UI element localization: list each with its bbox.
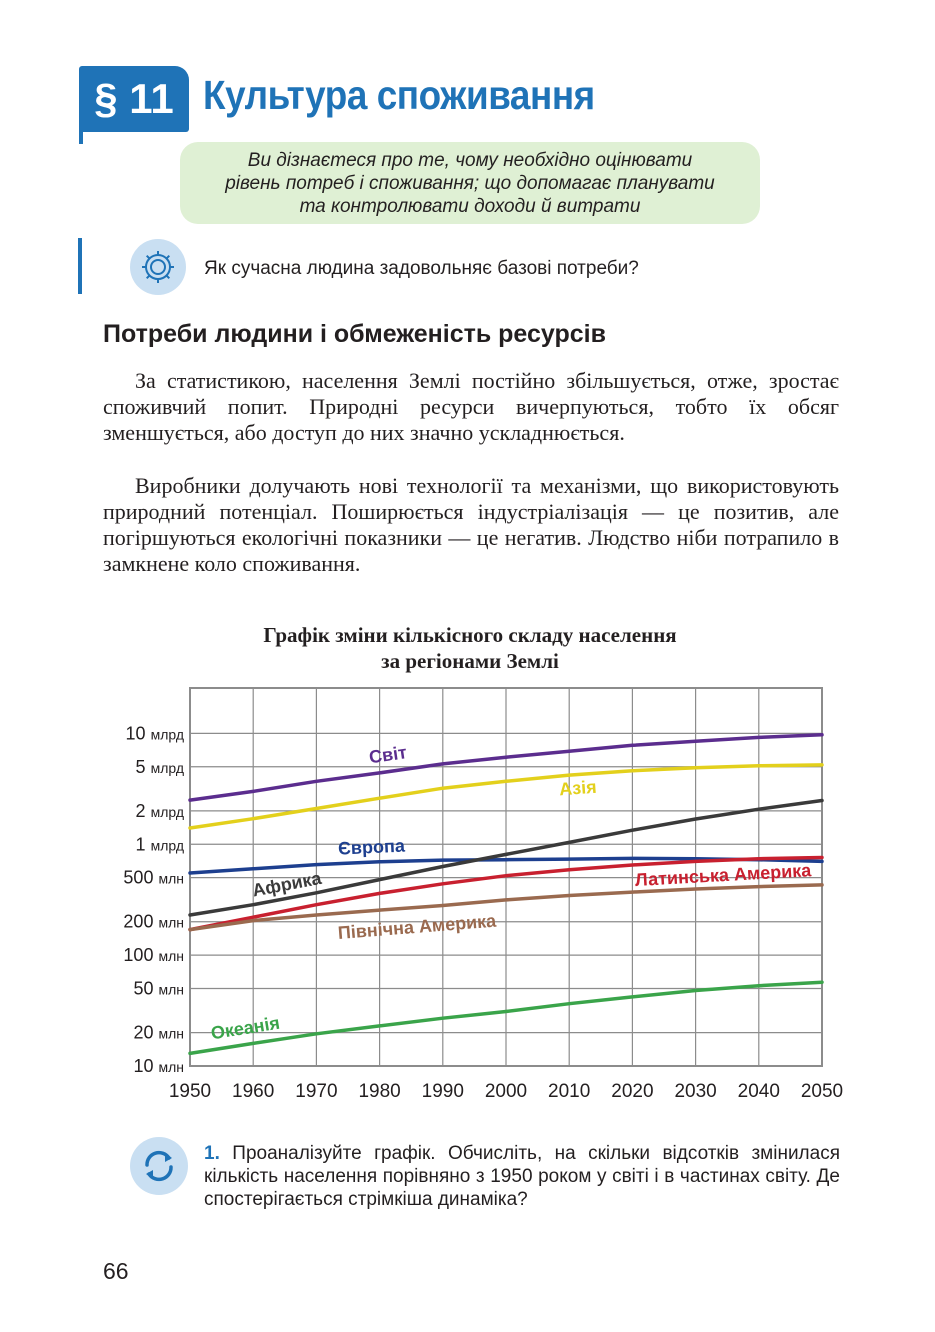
warm-up-question: Як сучасна людина задовольняє базові потреби?	[204, 258, 639, 279]
y-tick-unit: млн	[158, 1025, 184, 1042]
section-title: Культура споживання	[203, 72, 595, 118]
y-tick-number: 2	[135, 800, 151, 821]
y-tick-number: 200	[123, 911, 159, 932]
y-tick-number: 20	[133, 1022, 159, 1043]
goals-line: рівень потреб і споживання; що допомагає планувати	[225, 172, 715, 194]
y-tick-label	[136, 834, 184, 854]
series-label: Європа	[337, 835, 406, 859]
series-label: Світ	[367, 742, 409, 768]
cycle-arrows-icon	[130, 1137, 188, 1195]
y-tick-number: 5	[135, 756, 151, 777]
y-tick-number: 1	[135, 834, 151, 855]
y-tick-label	[133, 979, 184, 999]
task-number: 1.	[204, 1143, 220, 1164]
y-tick-number: 500	[123, 867, 159, 888]
goals-line: та контролювати доходи й витрати	[299, 195, 641, 217]
y-tick-unit: млн	[158, 948, 184, 965]
chart-title-line: за регіонами Землі	[381, 649, 559, 673]
y-tick-label	[123, 945, 184, 965]
goals-line: Ви дізнаєтеся про те, чому необхідно оцінювати	[247, 149, 693, 171]
y-tick-label	[133, 1056, 184, 1076]
y-tick-unit: млрд	[150, 759, 184, 776]
y-tick-unit: млрд	[150, 803, 184, 820]
y-tick-unit: млн	[158, 914, 184, 931]
x-tick-label: 1980	[358, 1081, 401, 1102]
task-body: Проаналізуйте графік. Обчисліть, на скільки відсотків змінилася кількість населення порівняно з 1950 роком у світі і в частинах світу. Де спостерігається стрімкіша динаміка?	[204, 1143, 841, 1210]
page-number: 66	[103, 1258, 129, 1284]
y-tick-unit: млн	[158, 870, 184, 887]
body-paragraph: Виробники долучають нові технології та механізми, що використовують природний потенціал. Поширюється індустріалізація — це позитив, але погіршуються екологічні показники — це негатив. Людство ніби потрапило в замкнене коло споживання.	[103, 473, 839, 576]
series-label: Азія	[558, 776, 598, 800]
x-tick-label: 2050	[800, 1081, 844, 1102]
chart-title-line: Графік зміни кількісного складу населення	[263, 623, 677, 647]
series-label: Африка	[250, 867, 323, 901]
series-label: Океанія	[209, 1012, 282, 1044]
y-tick-unit: млн	[158, 981, 184, 998]
x-tick-label: 2040	[737, 1081, 780, 1102]
y-tick-unit: млн	[158, 1059, 184, 1075]
y-tick-label	[123, 868, 184, 888]
x-tick-label: 1960	[232, 1081, 275, 1102]
y-tick-unit: млрд	[150, 726, 184, 743]
x-tick-label: 2030	[674, 1081, 717, 1102]
y-tick-label	[123, 912, 184, 932]
y-tick-label	[136, 757, 184, 777]
series-label: Латинська Америка	[634, 860, 812, 891]
x-tick-label: 1950	[168, 1081, 212, 1102]
body-paragraph: За статистикою, населення Землі постійно збільшується, отже, зростає споживчий попит. Природні ресурси вичерпуються, тобто їх обсяг зменшується, або доступ до них значно ускладнюється.	[103, 368, 839, 445]
y-tick-number: 100	[123, 945, 159, 966]
series-label: Північна Америка	[337, 910, 497, 944]
y-tick-label	[126, 723, 184, 743]
y-tick-unit: млрд	[150, 837, 184, 854]
section-number: § 11	[94, 75, 174, 122]
y-tick-label	[133, 1023, 184, 1043]
y-tick-number: 10	[133, 1056, 159, 1076]
x-tick-label: 2010	[548, 1081, 591, 1102]
subheading: Потреби людини і обмеженість ресурсів	[103, 320, 606, 348]
y-tick-number: 10	[125, 723, 151, 744]
x-tick-label: 1990	[421, 1081, 464, 1102]
x-tick-label: 1970	[295, 1081, 338, 1102]
y-tick-label	[136, 801, 184, 821]
x-tick-label: 2000	[484, 1081, 528, 1102]
y-tick-number: 50	[133, 978, 159, 999]
task-text	[204, 1142, 840, 1211]
x-tick-label: 2020	[611, 1081, 654, 1102]
